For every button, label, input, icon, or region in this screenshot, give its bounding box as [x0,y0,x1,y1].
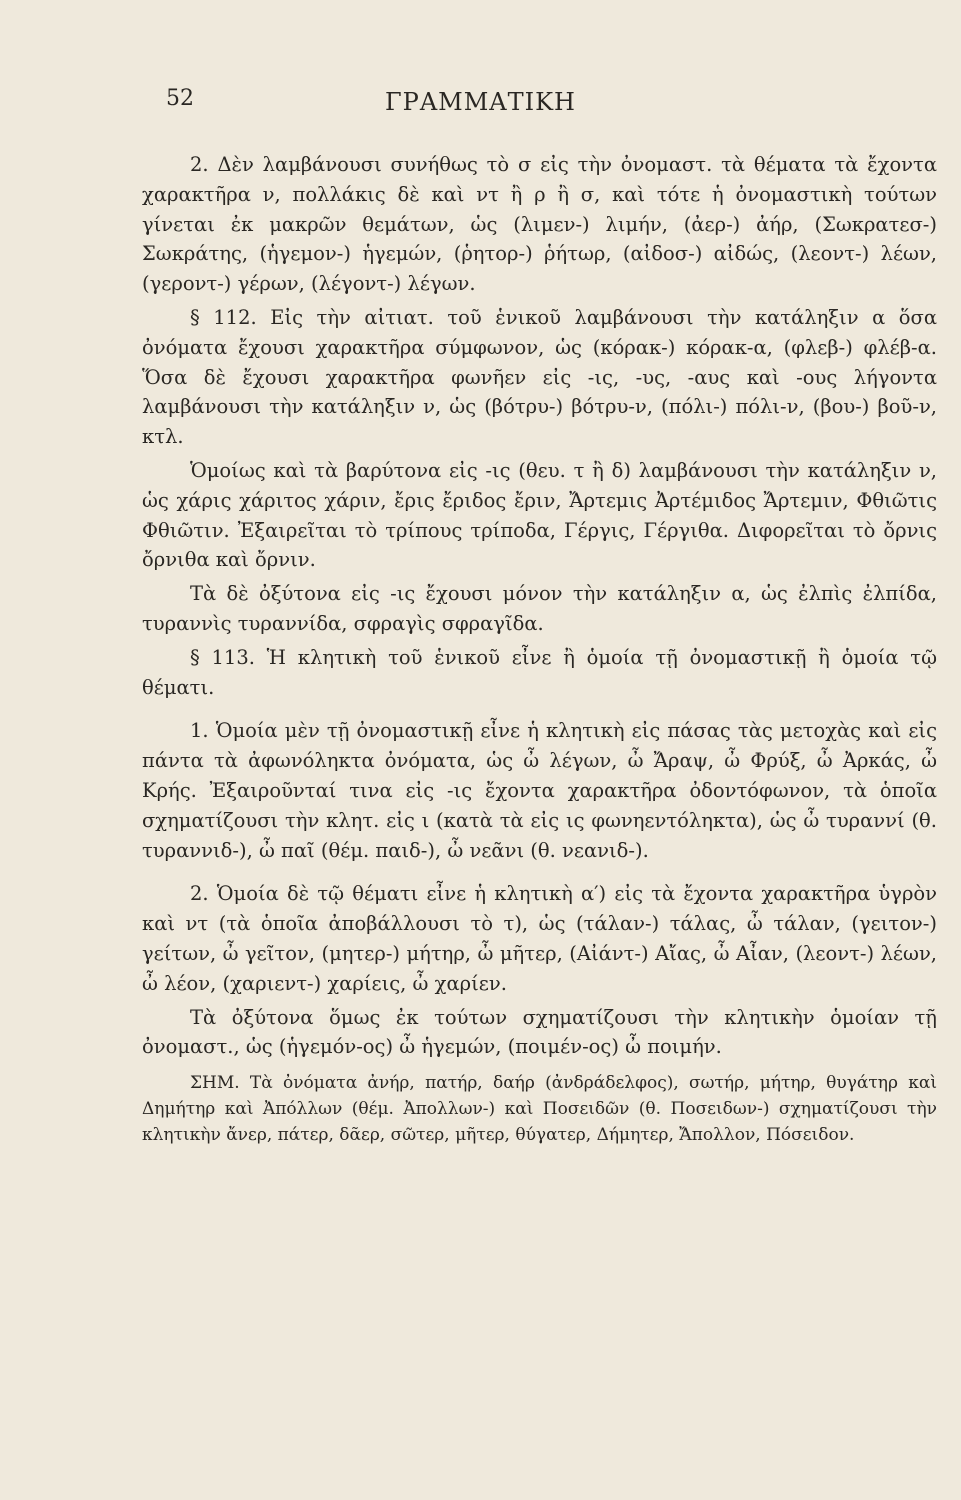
paragraph-2: 2. Δὲν λαμβάνουσι συνήθως τὸ σ εἰς τὴν ὀνομαστ. τὰ θέματα τὰ ἔχοντα χαρακτῆρα ν, πολλάκις δὲ καὶ ντ ἢ ρ ἢ σ, καὶ τότε ἡ ὀνομαστικὴ τούτων γίνεται ἐκ μακρῶν θεμάτων, ὡς (λιμεν-) λιμήν, (ἀερ-) ἀήρ, (Σωκρατεσ-) Σωκράτης, (ἡγεμον-) ἡγεμών, (ῥητορ-) ῥήτωρ, (αἰδοσ-) αἰδώς, (λεοντ-) λέων, (γεροντ-) γέρων, (λέγοντ-) λέγων. [142,153,937,296]
paragraph-oxytona: Τὰ δὲ ὀξύτονα εἰς -ις ἔχουσι μόνον τὴν κατάληξιν α, ὡς ἐλπὶς ἐλπίδα, τυραννὶς τυραννίδα, σφραγὶς σφραγῖδα. [142,582,937,635]
page-header [0,86,961,126]
paragraph-oxytona-vocative: Τὰ ὀξύτονα ὅμως ἐκ τούτων σχηματίζουσι τὴν κλητικὴν ὁμοίαν τῇ ὀνομαστ., ὡς (ἡγεμόν-ος) ὦ ἡγεμών, (ποιμέν-ος) ὦ ποιμήν. [142,1005,937,1059]
section-112: § 112. Εἰς τὴν αἰτιατ. τοῦ ἑνικοῦ λαμβάνουσι τὴν κατάληξιν α ὅσα ὀνόματα ἔχουσι χαρακτῆρα σύμφωνον, ὡς (κόρακ-) κόρακ-α, (φλεβ-) φλέβ-α. Ὅσα δὲ ἔχουσι χαρακτῆρα φωνῆεν εἰς -ις, -υς, -αυς καὶ -ους λήγοντα λαμβάνουσι τὴν κατάληξιν ν, ὡς (βότρυ-) βότρυ-ν, (πόλι-) πόλι-ν, (βου-) βοῦ-ν, κτλ. [142,305,937,449]
rule-1: 1. Ὁμοία μὲν τῇ ὀνομαστικῇ εἶνε ἡ κλητικὴ εἰς πάσας τὰς μετοχὰς καὶ εἰς πάντα τὰ ἀφωνόληκτα ὀνόματα, ὡς ὦ λέγων, ὦ Ἄραψ, ὦ Φρύξ, ὦ Ἀρκάς, ὦ Κρής. Ἐξαιροῦνταί τινα εἰς -ις ἔχοντα χαρακτῆρα ὀδοντόφωνον, τὰ ὁποῖα σχηματίζουσι τὴν κλητ. εἰς ι (κατὰ τὰ εἰς ις φωνηεντόληκτα), ὡς ὦ τυραννί (θ. τυραννιδ-), ὦ παῖ (θέμ. παιδ-), ὦ νεᾶνι (θ. νεανιδ-). [142,719,937,862]
running-title: ΓΡΑΜΜΑΤΙΚΗ [385,88,576,116]
section-113: § 113. Ἡ κλητικὴ τοῦ ἑνικοῦ εἶνε ἢ ὁμοία τῇ ὀνομαστικῇ ἢ ὁμοία τῷ θέματι. [142,645,937,699]
page-body [142,150,937,1148]
page-number: 52 [166,86,194,111]
paragraph-barytona: Ὁμοίως καὶ τὰ βαρύτονα εἰς -ις (θευ. τ ἢ δ) λαμβάνουσι τὴν κατάληξιν ν, ὡς χάρις χάριτος χάριν, ἔρις ἔριδος ἔριν, Ἄρτεμις Ἀρτέμιδος Ἄρτεμιν, Φθιῶτις Φθιῶτιν. Ἐξαιρεῖται τὸ τρίπους τρίποδα, Γέργις, Γέργιθα. Διφορεῖται τὸ ὄρνις ὄρνιθα καὶ ὄρνιν. [142,458,937,572]
note: ΣΗΜ. Τὰ ὀνόματα ἀνήρ, πατήρ, δαήρ (ἀνδράδελφος), σωτήρ, μήτηρ, θυγάτηρ καὶ Δημήτηρ καὶ Ἀπόλλων (θέμ. Ἀπολλων-) καὶ Ποσειδῶν (θ. Ποσειδων-) σχηματίζουσι τὴν κλητικὴν ἄνερ, πάτερ, δᾶερ, σῶτερ, μῆτερ, θύγατερ, Δήμητερ, Ἄπολλον, Πόσειδον. [142,1073,937,1146]
rule-2: 2. Ὁμοία δὲ τῷ θέματι εἶνε ἡ κλητικὴ α′) εἰς τὰ ἔχοντα χαρακτῆρα ὑγρὸν καὶ ντ (τὰ ὁποῖα ἀποβάλλουσι τὸ τ), ὡς (τάλαν-) τάλας, ὦ τάλαν, (γειτον-) γείτων, ὦ γεῖτον, (μητερ-) μήτηρ, ὦ μῆτερ, (Αἰάντ-) Αἴας, ὦ Αἶαν, (λεοντ-) λέων, ὦ λέον, (χαριεντ-) χαρίεις, ὦ χαρίεν. [142,882,937,995]
